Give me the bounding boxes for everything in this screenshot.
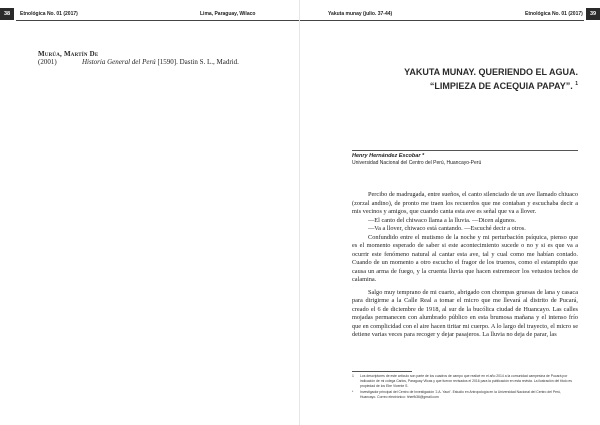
reference-year: (2001)	[38, 58, 57, 66]
right-header-journal: Etnológica No. 01 (2017)	[525, 11, 583, 17]
body-paragraph-1: Percibo de madrugada, entre sueños, el canto silenciado de un ave llamado chiuaco (zorzal andino), de pronto me traen los recuerdos que me contaban y escuchaba decir a mis vecinos y amigos, que cuando canta esta ave es señal que va a llover.	[352, 191, 578, 215]
author-name: Henry Hernández Escobar *	[352, 153, 425, 159]
footnote-text: Investigador principal del Centro de Investigación 'J.A. Yauri'. Estudio en Antropología en la Universidad Nacional del Centro del Perú, Huancayo. Correo electrónico: hherfk36@gmail.com	[360, 390, 561, 399]
reference-publisher: [1590]. Dastin S. L., Madrid.	[155, 58, 239, 66]
author-rule	[352, 150, 578, 151]
left-running-header	[0, 8, 300, 20]
right-page-number: 39	[586, 8, 600, 20]
body-paragraph-3: —Va a llover, chiwaco está cantando. —Escuché decir a otros.	[368, 225, 526, 232]
footnote-mark: *	[352, 390, 354, 394]
article-title	[318, 66, 578, 92]
title-footnote-mark: 1	[575, 81, 578, 87]
right-header-rule	[300, 20, 584, 21]
article-body	[352, 191, 578, 340]
body-paragraph-5: Salgo muy temprano de mi cuarto, abrigado con chompas gruesas de lana y casaca para dirigirme a la Calle Real a tomar el micro que me llevará al distrito de Pucará, creado el 6 de diciembre de 1918, al sur de la bucólica ciudad de Huancayo. Las calles mojadas permanecen con alumbrado público en esta brumosa mañana y el intenso frío que en complicidad con el aire hacen tiritar mi cuerpo. A lo largo del trayecto, el micro se detiene varias veces para recoger y dejar pasajeros. La lluvia no deja de parar, las	[352, 288, 578, 338]
article-title-line-1: YAKUTA MUNAY. QUERIENDO EL AGUA.	[404, 67, 578, 77]
left-page-number: 38	[0, 8, 14, 20]
footnote-mark: 1	[352, 374, 354, 378]
footnote	[352, 390, 578, 400]
reference-title: Historia General del Perú	[82, 58, 156, 66]
left-header-rule	[16, 20, 300, 21]
footnotes	[352, 374, 578, 401]
footnote-text: Los descriptores de este artículo son parte de los cuadros de campo que realicé en el año 2014 a la comunidad campesina de Pucará por indicación de mi colega Carlos, Paraguay Vilcas y que fueron revisados el 2016 para la publicación en esta revista. La ilustración del título es propiedad de los Ebe Vicente S.	[360, 374, 572, 388]
body-paragraph-2: —El canto del chiwaco llama a la lluvia. —Dicen algunos.	[368, 216, 517, 224]
left-header-authors: Lima, Paraguay, Wilaco	[200, 11, 256, 17]
right-running-header	[300, 8, 600, 20]
right-header-article: Yakuta munay (julio. 37-44)	[328, 11, 393, 17]
reference-author: Murúa, Martín De	[38, 50, 99, 58]
article-title-line-2: “LIMPIEZA DE ACEQUIA PAPAY”.	[429, 81, 573, 91]
reference-entry	[38, 58, 239, 66]
left-header-journal: Etnológica No. 01 (2017)	[20, 11, 78, 17]
footnote	[352, 374, 578, 389]
body-paragraph-4: Confundido entre el mutismo de la noche y mi perturbación psíquica, pienso que es el momento esperado de saber si este acontecimiento sucede o no y si es que va a ocurrir este fenómeno natural al cantar esta ave, tal y cual como me habían contado. Cuando de un momento a otro escucho el fragor de los truenos, como el estampido que causa un arma de fuego, y la cruenta lluvia que hacen estremecer los vetustos techos de calamina.	[352, 233, 578, 283]
author-affiliation: Universidad Nacional del Centro del Perú, Huancayo-Perú	[352, 160, 482, 166]
footnote-rule	[352, 371, 412, 372]
